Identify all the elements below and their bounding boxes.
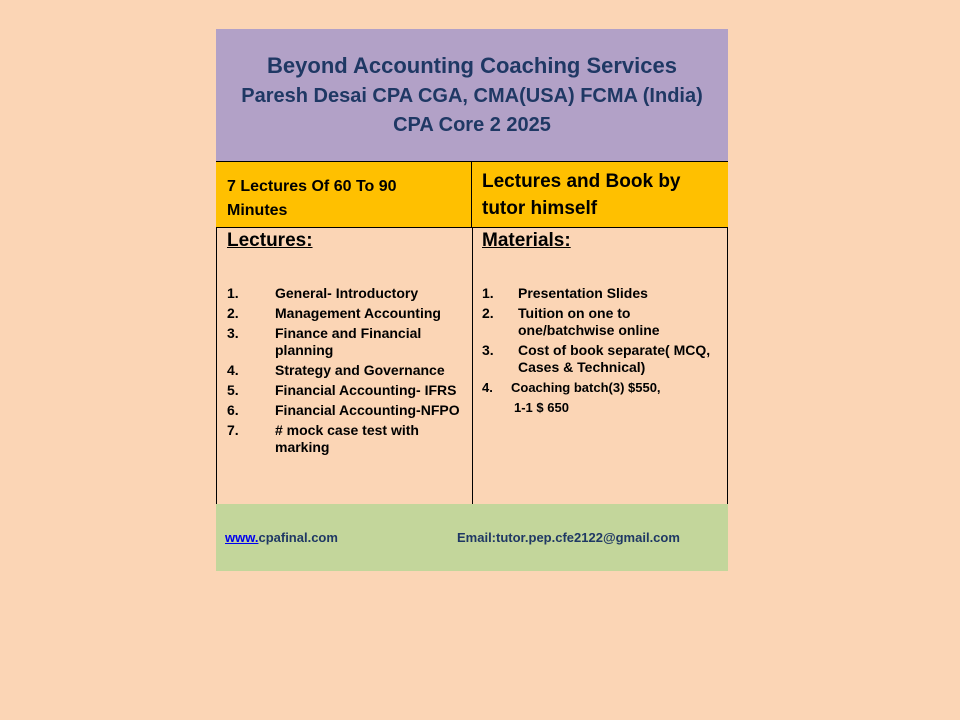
list-item: 1. General- Introductory — [227, 285, 419, 301]
column-divider — [472, 228, 473, 504]
website-prefix[interactable]: www. — [225, 530, 259, 545]
list-item: 2. Management Accounting — [227, 305, 441, 321]
list-item: 1. Presentation Slides — [482, 285, 648, 301]
lectures-list — [227, 285, 467, 459]
list-item: 3. Finance and Financial planning — [227, 325, 422, 358]
header-panel — [216, 29, 728, 161]
list-item: 3. Cost of book separate( MCQ, Cases & Technical) — [482, 342, 711, 375]
highlight-row — [216, 161, 728, 228]
materials-heading: Materials: — [482, 230, 571, 251]
details-row — [216, 228, 728, 504]
list-item: 5. Financial Accounting- IFRS — [227, 382, 457, 398]
company-title: Beyond Accounting Coaching Services — [267, 53, 677, 78]
materials-list — [482, 285, 722, 419]
price-subline: 1-1 $ 650 — [514, 400, 569, 415]
tutor-note-text: Lectures and Book by tutor himself — [482, 171, 681, 219]
tutor-credentials: Paresh Desai CPA CGA, CMA(USA) FCMA (India) — [241, 85, 703, 107]
highlight-left-cell — [216, 162, 472, 227]
list-item: 6. Financial Accounting-NFPO — [227, 402, 460, 418]
email-text: Email:tutor.pep.cfe2122@gmail.com — [457, 530, 680, 545]
footer-panel — [216, 504, 728, 571]
website-link[interactable] — [225, 530, 338, 545]
lecture-count-text: 7 Lectures Of 60 To 90 Minutes — [227, 178, 397, 219]
lectures-heading: Lectures: — [227, 230, 313, 251]
list-item: 4. Strategy and Governance — [227, 362, 445, 378]
website-domain[interactable]: cpafinal.com — [258, 530, 338, 545]
list-item: 4. Coaching batch(3) $550, 1-1 $ 650 — [482, 379, 722, 416]
list-item: 7. # mock case test with marking — [227, 422, 419, 455]
list-item: 2. Tuition on one to one/batchwise online — [482, 305, 660, 338]
course-title: CPA Core 2 2025 — [393, 114, 551, 136]
